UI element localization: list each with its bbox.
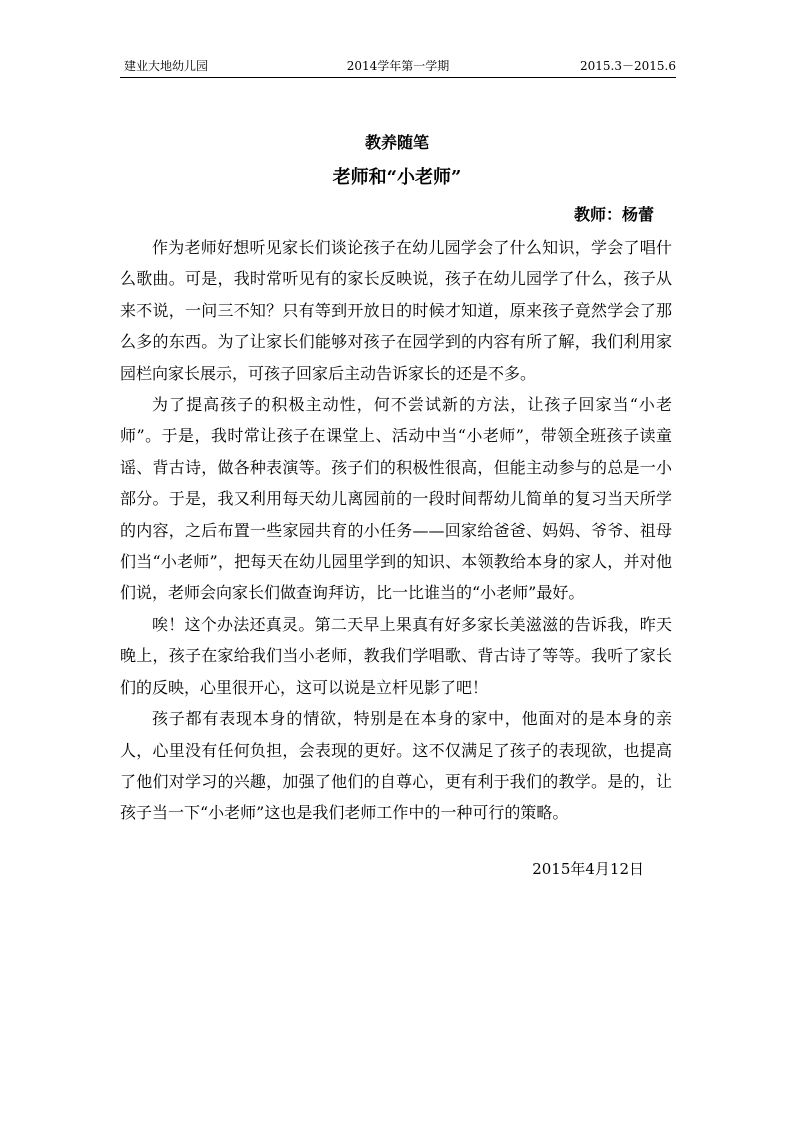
header-semester: 2014学年第一学期 [346, 59, 450, 73]
document-title: 老师和“小老师” [332, 167, 462, 188]
header-date-range: 2015.3－2015.6 [580, 59, 676, 73]
document-category: 教养随笔 [364, 133, 429, 152]
paragraph: 孩子都有表现本身的情欲，特别是在本身的家中，他面对的是本身的亲人，心里没有任何负担，会表现的更好。这不仅满足了孩子的表现欲，也提高了他们对学习的兴趣，加强了他们的自尊心，更有利于我们的教学。是的，让孩子当一下“小老师”这也是我们老师工作中的一种可行的策略。 [120, 709, 672, 823]
page-header [120, 55, 676, 78]
paragraph: 唉！这个办法还真灵。第二天早上果真有好多家长美滋滋的告诉我，昨天晚上，孩子在家给我们当小老师，教我们学唱歌、背古诗了等等。我听了家长们的反映，心里很开心，这可以说是立杆见影了吧！ [120, 614, 672, 697]
document-body [120, 232, 672, 829]
document-date: 2015年4月12日 [532, 860, 644, 878]
author-line: 教师：杨蕾 [573, 205, 654, 224]
paragraph: 作为老师好想听见家长们谈论孩子在幼儿园学会了什么知识，学会了唱什么歌曲。可是，我时常听见有的家长反映说，孩子在幼儿园学了什么，孩子从来不说，一问三不知？只有等到开放日的时候才知道，原来孩子竟然学会了那么多的东西。为了让家长们能够对孩子在园学到的内容有所了解，我们利用家园栏向家长展示，可孩子回家后主动告诉家长的还是不多。 [120, 238, 672, 383]
paragraph: 为了提高孩子的积极主动性，何不尝试新的方法，让孩子回家当“小老师”。于是，我时常让孩子在课堂上、活动中当“小老师”，带领全班孩子读童谣、背古诗，做各种表演等。孩子们的积极性很高，但能主动参与的总是一小部分。于是，我又利用每天幼儿离园前的一段时间帮幼儿简单的复习当天所学的内容，之后布置一些家园共育的小任务——回家给爸爸、妈妈、爷爷、祖母们当“小老师”，把每天在幼儿园里学到的知识、本领教给本身的家人，并对他们说，老师会向家长们做查询拜访，比一比谁当的“小老师”最好。 [120, 395, 672, 603]
header-school-name: 建业大地幼儿园 [124, 59, 209, 73]
